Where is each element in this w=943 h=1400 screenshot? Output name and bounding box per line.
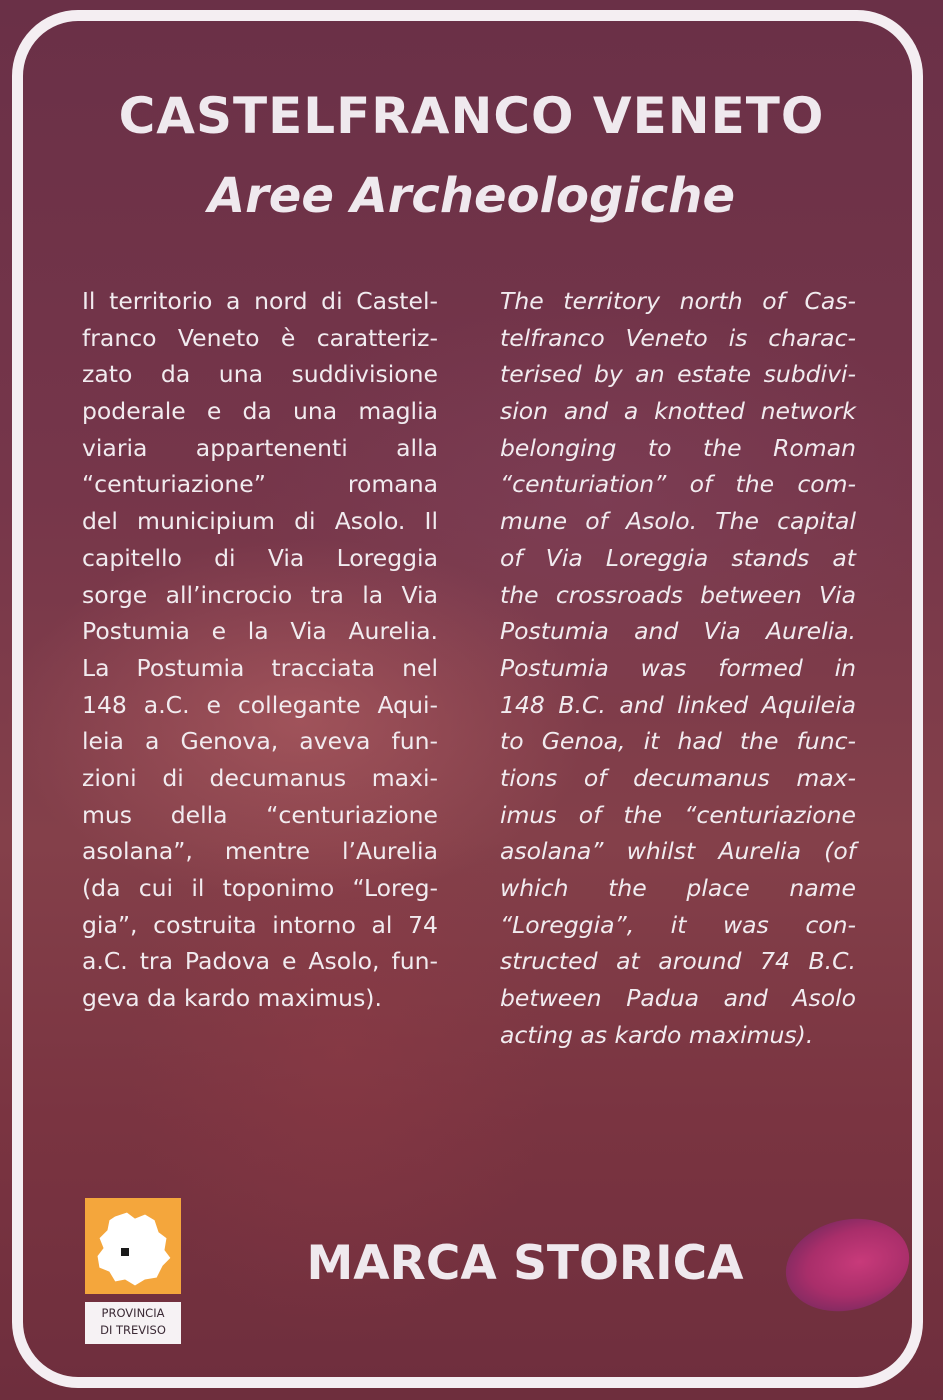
text-line: to Genoa, it had the func- [500, 727, 856, 756]
italian-text-column [82, 283, 438, 1017]
text-line: 148 B.C. and linked Aquileia [500, 690, 856, 719]
text-line: of Via Loreggia stands at [500, 543, 856, 572]
text-line: the crossroads between Via [500, 580, 856, 609]
marca-storica-label: MARCA STORICA [306, 1236, 744, 1291]
provincia-treviso-logo [85, 1198, 181, 1294]
text-line: tions of decumanus max- [500, 763, 856, 792]
text-line: between Padua and Asolo [500, 984, 856, 1013]
english-text-column [500, 283, 856, 1053]
text-line: Postumia was formed in [500, 653, 856, 682]
text-line: belonging to the Roman [500, 433, 856, 462]
sign-subtitle: Aree Archeologiche [207, 168, 736, 224]
sign-title: CASTELFRANCO VENETO [118, 87, 825, 145]
text-line: mune of Asolo. The capital [500, 507, 856, 536]
provincia-label-line: PROVINCIA [101, 1306, 165, 1320]
province-map-icon [85, 1198, 181, 1294]
provincia-label [85, 1302, 181, 1344]
text-line: franco Veneto è caratteriz- [82, 323, 438, 352]
text-line: gia”, costruita intorno al 74 [82, 910, 438, 939]
text-line: a.C. tra Padova e Asolo, fun- [82, 947, 438, 976]
text-line: zato da una suddivisione [82, 360, 438, 389]
text-line: Postumia and Via Aurelia. [500, 617, 856, 646]
text-line: which the place name [500, 874, 856, 902]
text-line: terised by an estate subdivi- [500, 360, 856, 389]
text-line: sion and a knotted network [500, 397, 856, 426]
provincia-label-line: DI TREVISO [100, 1323, 166, 1337]
text-line: structed at around 74 B.C. [500, 947, 856, 976]
text-line: telfranco Veneto is charac- [500, 323, 856, 352]
text-line: Il territorio a nord di Castel- [82, 287, 438, 315]
text-line: zioni di decumanus maxi- [82, 763, 438, 792]
text-line: Postumia e la Via Aurelia. [82, 617, 438, 646]
text-line: mus della “centuriazione [82, 800, 438, 829]
text-line: sorge all’incrocio tra la Via [82, 580, 438, 609]
text-line: acting as kardo maximus). [500, 1020, 814, 1049]
text-line: viaria appartenenti alla [82, 433, 438, 462]
text-line: poderale e da una maglia [82, 397, 438, 426]
text-line: The territory north of Cas- [500, 287, 856, 315]
text-line: 148 a.C. e collegante Aqui- [82, 690, 438, 719]
text-line: del municipium di Asolo. Il [82, 507, 438, 536]
text-line: leia a Genova, aveva fun- [82, 727, 438, 756]
text-line: imus of the “centuriazione [500, 800, 856, 829]
text-line: “centuriation” of the com- [500, 470, 856, 499]
text-line: “Loreggia”, it was con- [500, 910, 856, 939]
text-line: “centuriazione” romana [82, 470, 438, 499]
text-line: geva da kardo maximus). [82, 984, 382, 1013]
text-line: asolana” whilst Aurelia (of [500, 837, 856, 866]
text-line: capitello di Via Loreggia [82, 543, 438, 572]
text-line: asolana”, mentre l’Aurelia [82, 837, 438, 866]
text-line: La Postumia tracciata nel [82, 653, 438, 682]
text-line: (da cui il toponimo “Loreg- [82, 874, 438, 902]
